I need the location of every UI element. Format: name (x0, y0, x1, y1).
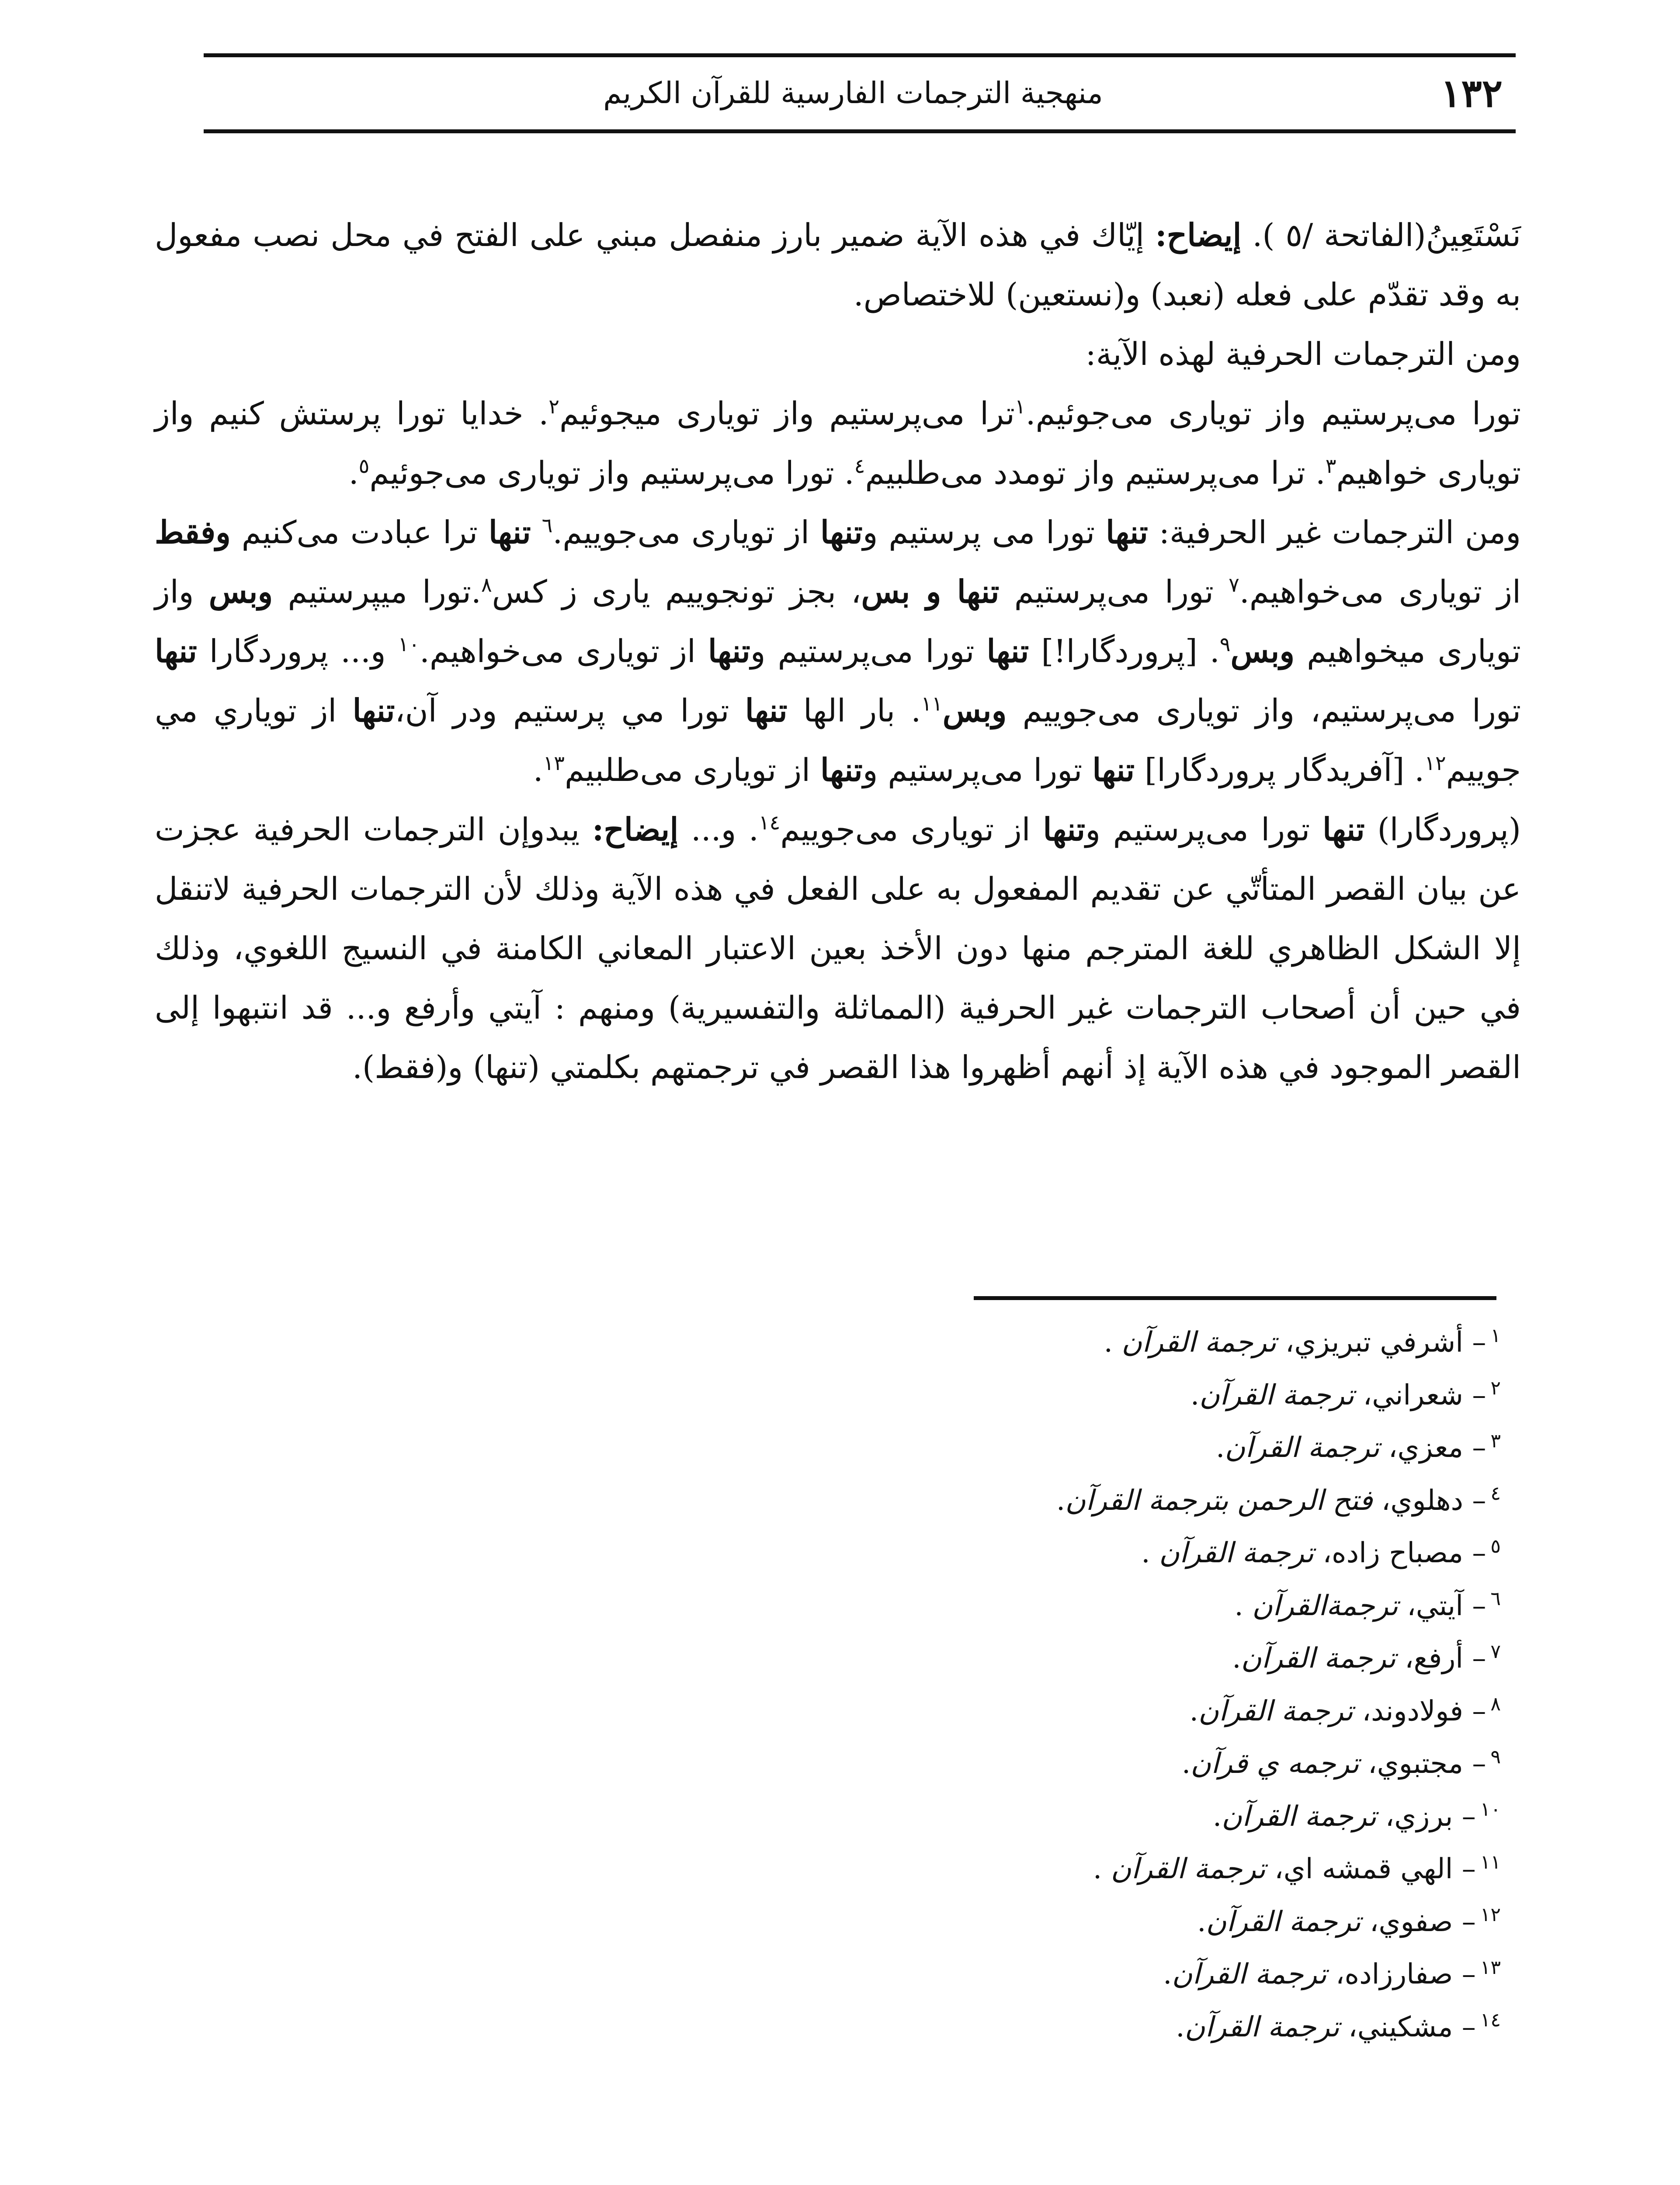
footnote-number: ١٠ (1480, 1798, 1501, 1821)
footnote-author: – أشرفي تبريزي، (1276, 1326, 1486, 1359)
footnote-item: $^٧$– أرفع، ترجمة القرآن. (1232, 1640, 1501, 1675)
footnote-number: ٥ (1490, 1535, 1501, 1557)
page-header (204, 60, 1516, 126)
footnote-author: – مشكيني، (1339, 2011, 1476, 2043)
footnote-item: $^{١٤}$– مشكيني، ترجمة القرآن. (1176, 2009, 1501, 2043)
footnote-number: ٣ (1490, 1429, 1501, 1452)
footnote-author: – صفارزاده، (1326, 1958, 1476, 1991)
footnote-item: $^{١٣}$– صفارزاده، ترجمة القرآن. (1163, 1956, 1501, 1991)
paragraph-3: تورا می‌پرستیم واز تویاری می‌جوئیم.$^١$ترا می‌پرستیم واز تویاری میجوئیم$^٢$. خدایا تورا پرستش کنیم واز تویاری خواهیم$^٣$. ترا می‌پرستیم واز تومدد می‌طلبیم$^٤$. تورا می‌پرستیم واز تویاری می‌جوئیم$^٥$. (155, 395, 1521, 491)
page-number: ١٣٢ (1440, 70, 1503, 116)
explanation-label: إيضاح: (592, 811, 679, 848)
footnote-title: ترجمة القرآن (1206, 1905, 1361, 1938)
footnote-number: ١١ (1480, 1851, 1501, 1873)
footnote-item: $^٤$– دهلوي، فتح الرحمن بترجمة القرآن. (1056, 1482, 1501, 1517)
footnote-author: – شعراني، (1354, 1379, 1486, 1412)
footnote-item: $^٨$– فولادوند، ترجمة القرآن. (1189, 1693, 1501, 1727)
paragraph-1: نَسْتَعِينُ(الفاتحة /٥ ). إيضاح: إيّاك في هذه الآية ضمير بارز منفصل مبني على الفتح في محل نصب مفعول به وقد تقدّم على فعله (نعبد) و(نستعين) للاختصاص. (155, 216, 1521, 313)
paragraph-2: ومن الترجمات الحرفية لهذه الآية: (1085, 336, 1521, 372)
footnote-author: – الهي قمشه اي، (1265, 1853, 1476, 1885)
footnote-author: – آيتي، (1398, 1589, 1486, 1622)
footnote-ref: ٨ (481, 573, 492, 597)
footnote-author: – مصباح زاده، (1314, 1537, 1486, 1569)
footnote-number: ٧ (1490, 1640, 1501, 1663)
footnotes-list (155, 1316, 1501, 2053)
footnote-item: $^١$– أشرفي تبريزي، ترجمة القرآن . (1104, 1324, 1501, 1359)
footnote-ref: ٢ (548, 395, 559, 418)
footnote-number: ٢ (1490, 1377, 1501, 1400)
footnote-ref: ١٣ (543, 751, 565, 775)
footnote-ref: ١٢ (1424, 751, 1446, 775)
footnote-item: $^٥$– مصباح زاده، ترجمة القرآن . (1141, 1535, 1501, 1569)
footnote-item: $^٣$– معزي، ترجمة القرآن. (1216, 1429, 1501, 1464)
footnote-ref: ٤ (854, 454, 865, 478)
footnote-title: ترجمة القرآن (1159, 1537, 1314, 1569)
footnote-item: $^٢$– شعراني، ترجمة القرآن. (1190, 1377, 1501, 1412)
footnote-title: ترجمة القرآن (1172, 1958, 1327, 1991)
footnote-title: ترجمة القرآن (1184, 2011, 1340, 2043)
footnote-author: – معزي، (1379, 1432, 1486, 1464)
footnote-author: – برزي، (1376, 1800, 1476, 1833)
footnote-author: – صفوي، (1361, 1905, 1476, 1938)
footnote-number: ٩ (1490, 1745, 1501, 1768)
footnote-author: – دهلوي، (1372, 1484, 1486, 1517)
footnote-title: ترجمة القرآن (1199, 1379, 1354, 1412)
footnote-number: ١٤ (1480, 2009, 1501, 2032)
footnote-number: ٤ (1490, 1482, 1501, 1505)
paragraph-4: ومن الترجمات غير الحرفية: تنها تورا می پرستیم وتنها از تویاری می‌جوییم.$^٦$ تنها ترا عبادت می‌کنیم وفقط از تویاری می‌خواهیم.$^٧$ تورا می‌پرستیم تنها و بس، بجز تونجوییم یاری ز کس$^٨$.تورا میپرستیم وبس واز تویاری میخواهیم وبس$^٩$. [پروردگارا!] تنها تورا می‌پرستیم وتنها از تویاری می‌خواهیم.$^{١٠}$ و... پروردگارا تنها تورا می‌پرستیم، واز تویاری می‌جوییم وبس$^{١١}$. بار الها تنها تورا مي پرستيم ودر آن،تنها از تویاري مي جوییم$^{١٢}$. [آفریدگار پروردگارا] تنها تورا می‌پرستیم وتنها از تویاری می‌طلبیم$^{١٣}$. (155, 513, 1521, 788)
footnote-number: ١ (1490, 1324, 1501, 1347)
footnote-ref: ١٠ (398, 632, 420, 656)
footnote-ref: ١١ (921, 692, 943, 715)
footnote-ref: ٦ (541, 513, 553, 537)
footnote-separator (974, 1296, 1496, 1300)
footnote-title: فتح الرحمن بترجمة القرآن (1065, 1484, 1373, 1517)
footnote-title: ترجمةالقرآن (1252, 1589, 1398, 1622)
footnote-item: $^{١٠}$– برزي، ترجمة القرآن. (1212, 1798, 1501, 1833)
footnote-item: $^٩$– مجتبوي، ترجمه ي قرآن. (1181, 1745, 1501, 1780)
explanation-label: إيضاح: (1155, 216, 1242, 253)
footnote-title: ترجمة القرآن (1198, 1695, 1354, 1727)
footnote-number: ١٢ (1480, 1904, 1501, 1926)
footnote-title: ترجمة القرآن (1121, 1326, 1277, 1359)
footnote-number: ٦ (1490, 1588, 1501, 1610)
header-top-rule (204, 53, 1516, 57)
footnote-number: ١٣ (1480, 1956, 1501, 1979)
footnote-title: ترجمة القرآن (1111, 1853, 1266, 1885)
footnote-item: $^{١٢}$– صفوي، ترجمة القرآن. (1197, 1904, 1501, 1938)
footnote-item: $^{١١}$– الهي قمشه اي، ترجمة القرآن . (1093, 1851, 1501, 1885)
footnote-title: ترجمه ي قرآن (1191, 1748, 1359, 1780)
footnote-author: – أرفع، (1395, 1642, 1486, 1675)
footnote-item: $^٦$– آيتي، ترجمةالقرآن . (1234, 1588, 1501, 1622)
footnote-ref: ١ (1014, 395, 1026, 418)
body-text (155, 205, 1521, 1097)
footnote-number: ٨ (1490, 1693, 1501, 1716)
footnote-ref: ٥ (358, 454, 370, 478)
footnote-ref: ٧ (1229, 573, 1239, 597)
footnote-author: – مجتبوي، (1359, 1748, 1486, 1780)
running-title: منهجية الترجمات الفارسية للقرآن الكريم (603, 76, 1103, 111)
footnote-ref: ٩ (1219, 632, 1231, 656)
footnote-title: ترجمة القرآن (1241, 1642, 1396, 1675)
footnote-title: ترجمة القرآن (1225, 1432, 1380, 1464)
header-bottom-rule (204, 129, 1516, 133)
paragraph-5: (پروردگارا) تنها تورا می‌پرستیم وتنها از تویاری می‌جوییم$^{١٤}$. و... إيضاح: يبدوإن الترجمات الحرفية عجزت عن بيان القصر المتأتّي عن تقديم المفعول به على الفعل في هذه الآية وذلك لأن الترجمات الحرفية لاتنقل إلا الشكل الظاهري للغة المترجم منها دون الأخذ بعين الاعتبار المعاني الكامنة في النسيج اللغوي، وذلك في حين أن أصحاب الترجمات غير الحرفية (المماثلة والتفسيرية) ومنهم : آيتي وأرفع و... قد انتبهوا إلى القصر الموجود في هذه الآية إذ أنهم أظهروا هذا القصر في ترجمتهم بكلمتي (تنها) و(فقط). (155, 811, 1521, 1086)
footnote-title: ترجمة القرآن (1222, 1800, 1377, 1833)
footnote-ref: ١٤ (758, 811, 781, 834)
footnote-ref: ٣ (1325, 454, 1336, 478)
footnote-author: – فولادوند، (1353, 1695, 1486, 1727)
